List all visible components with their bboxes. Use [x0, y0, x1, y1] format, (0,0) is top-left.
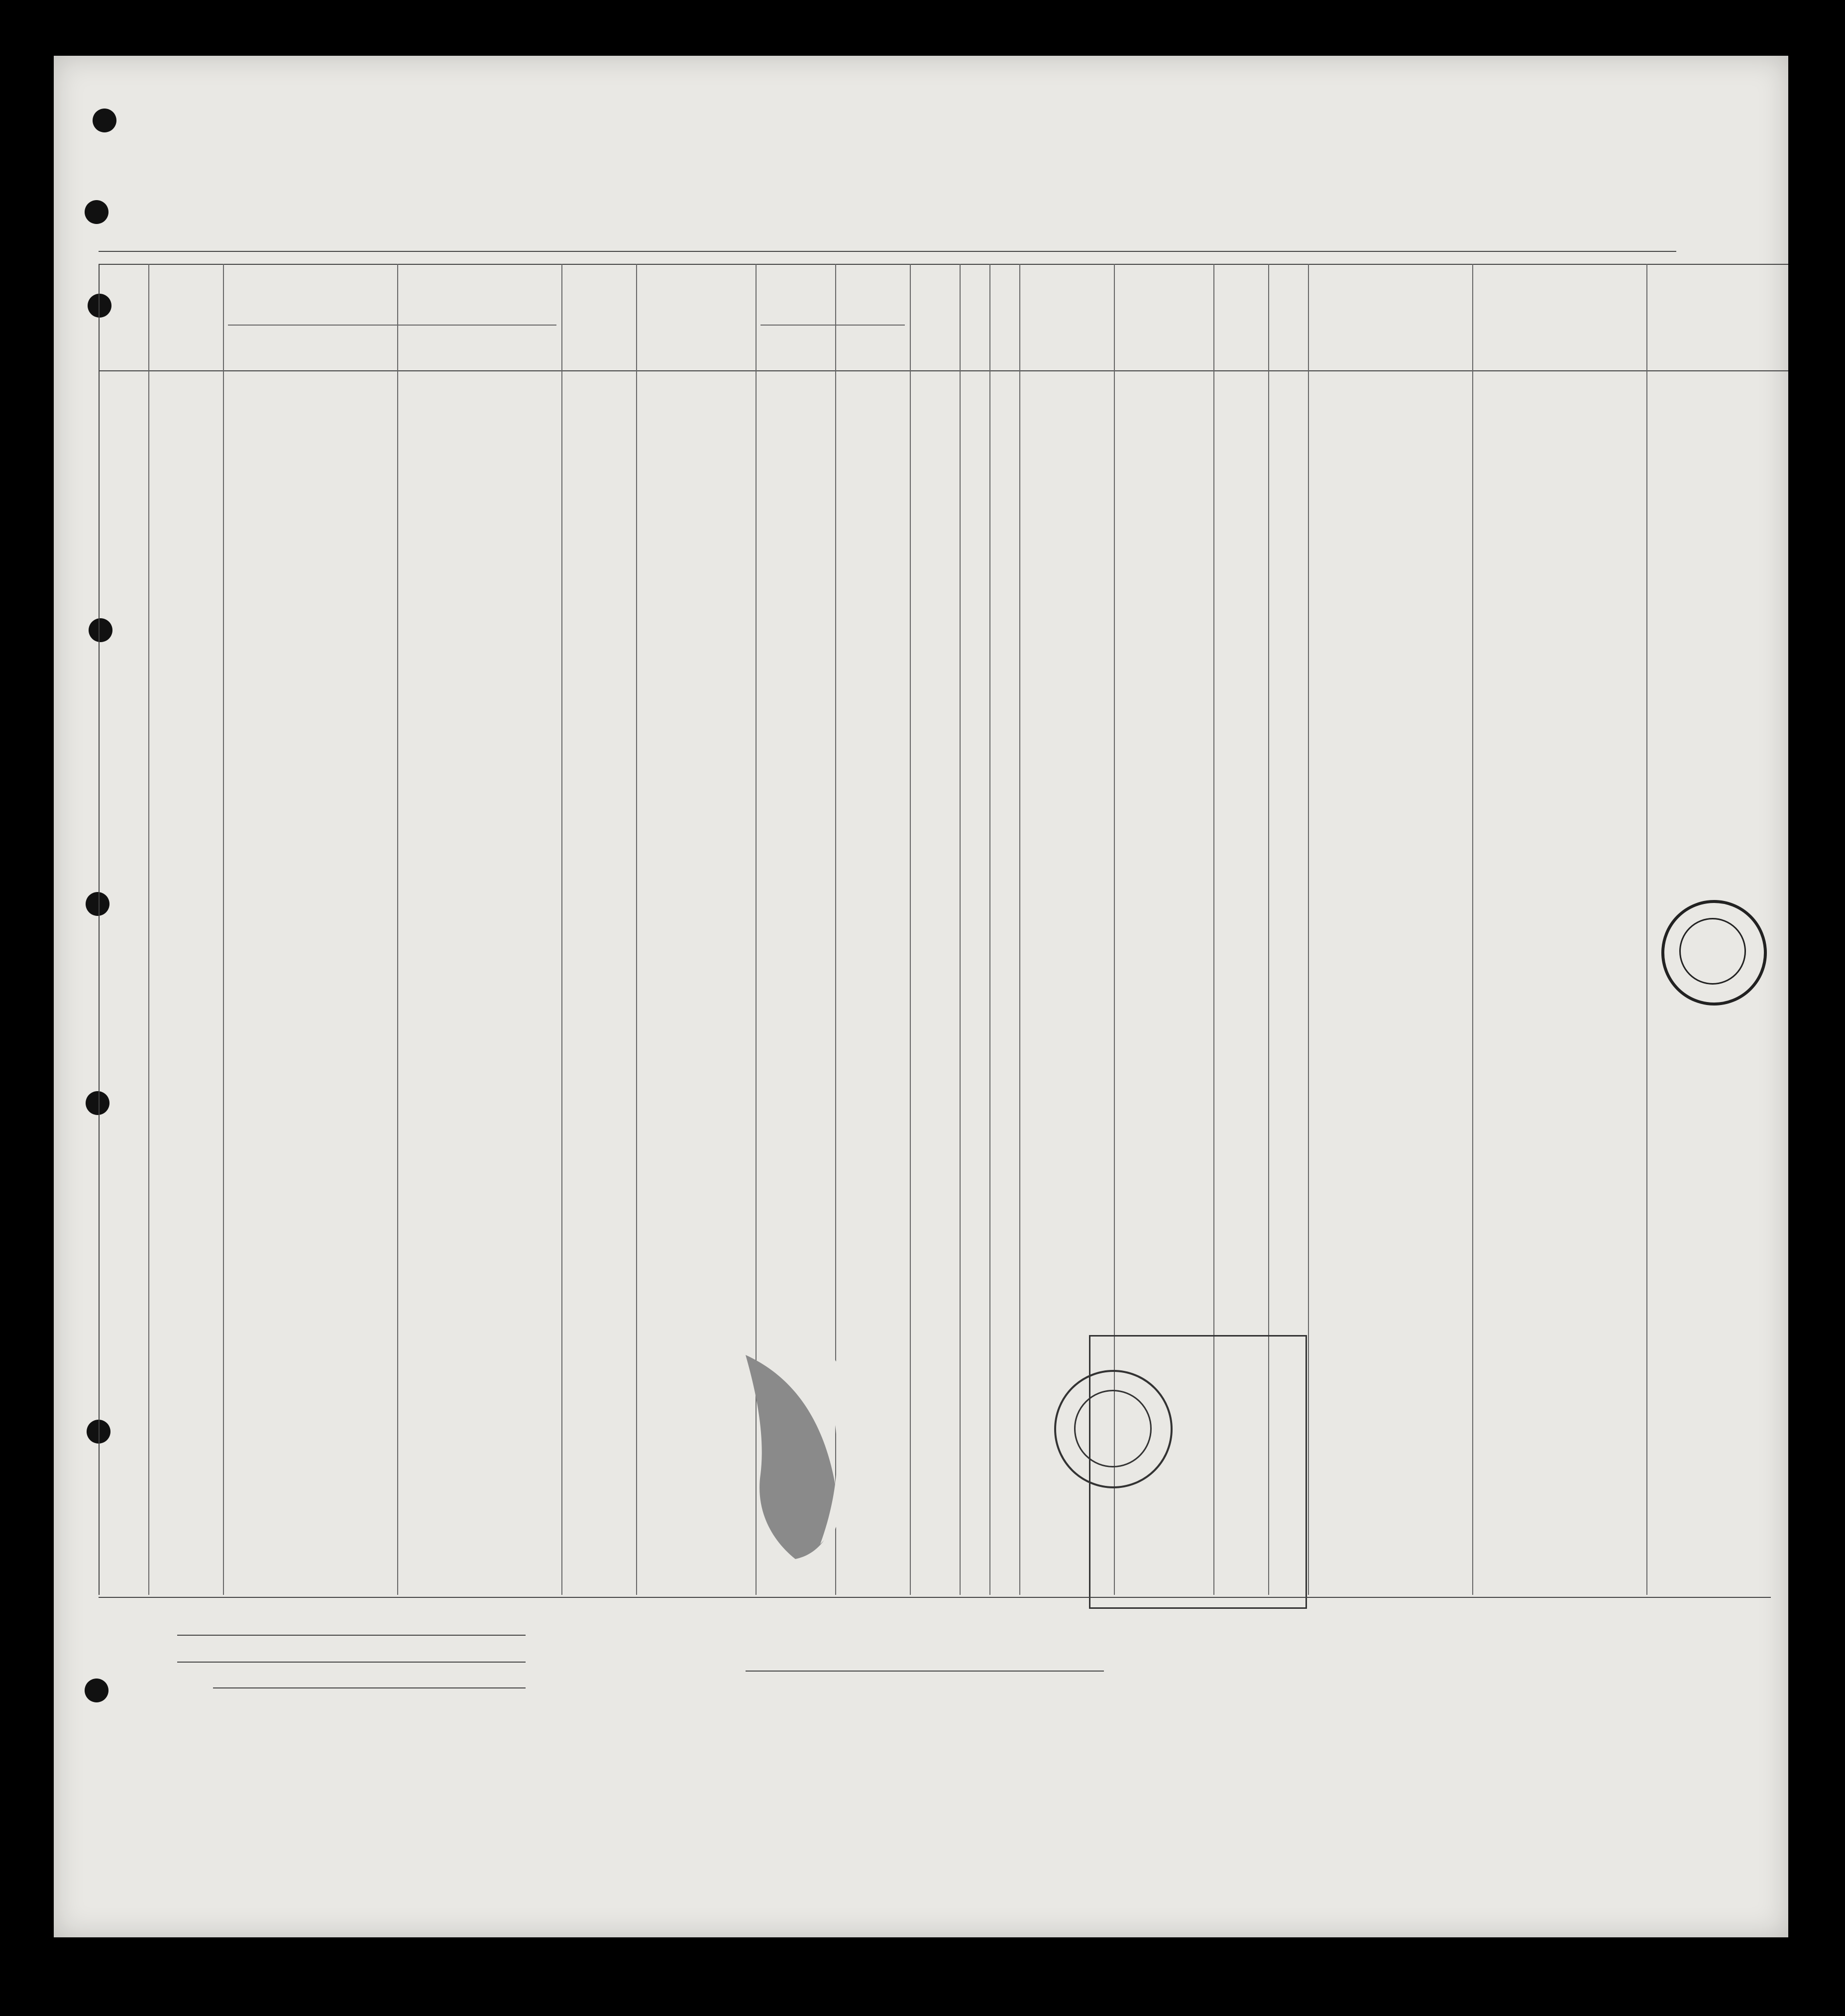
column-header [758, 273, 908, 278]
embossed-seal-icon [671, 1320, 935, 1589]
column-header [912, 273, 958, 278]
consulate-seal-icon [1054, 1370, 1173, 1488]
column-header [1310, 273, 1470, 278]
crew-table [54, 56, 1788, 1937]
column-header [1116, 273, 1211, 278]
column-header [563, 273, 634, 278]
column-header [1648, 273, 1786, 278]
column-header [1474, 273, 1644, 278]
column-header [1270, 273, 1306, 278]
column-header [638, 273, 754, 278]
column-header [991, 273, 1017, 278]
column-header [1215, 273, 1266, 278]
column-header [225, 273, 559, 278]
column-header [962, 273, 987, 278]
column-header [101, 273, 146, 278]
manifest-sheet [54, 56, 1788, 1937]
round-stamp-icon [1661, 900, 1767, 1006]
column-header [150, 273, 221, 278]
column-header [1021, 273, 1112, 278]
